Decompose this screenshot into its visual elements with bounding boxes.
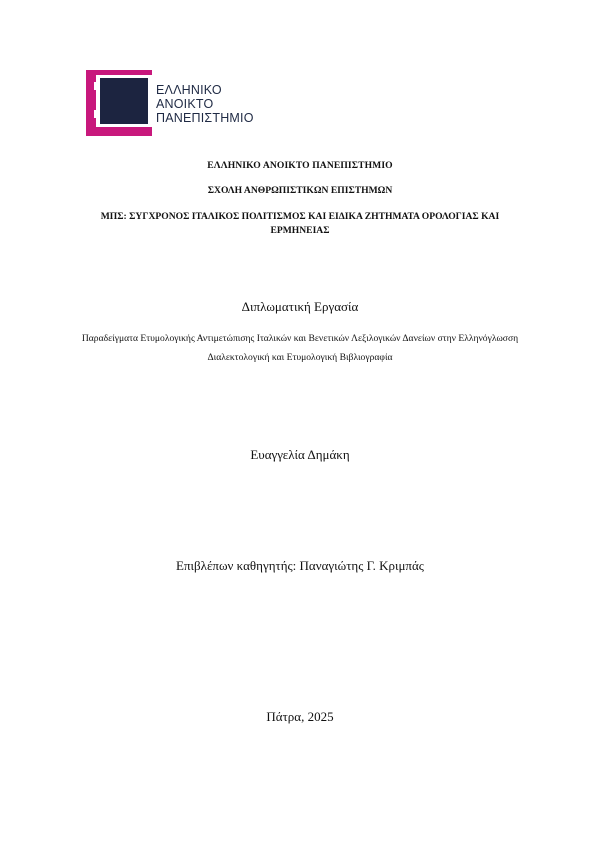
thesis-title: Παραδείγματα Ετυμολογικής Αντιμετώπισης Ιταλικών και Βενετικών Λεξιλογικών Δανείων στην Ελληνόγλωσση Διαλεκτολογική και Ετυμολογική Βιβλιογραφία <box>81 333 519 363</box>
university-logo-text <box>156 83 254 125</box>
logo-line-3: ΠΑΝΕΠΙΣΤΗΜΙΟ <box>156 111 254 125</box>
school-name: ΣΧΟΛΗ ΑΝΘΡΩΠΙΣΤΙΚΩΝ ΕΠΙΣΤΗΜΩΝ <box>207 185 393 196</box>
supervisor-line: Επιβλέπων καθηγητής: Παναγιώτης Γ. Κριμπάς <box>176 558 424 573</box>
university-logo-mark-icon <box>86 70 152 136</box>
university-name: ΕΛΛΗΝΙΚΟ ΑΝΟΙΚΤΟ ΠΑΝΕΠΙΣΤΗΜΙΟ <box>207 160 393 171</box>
document-type: Διπλωματική Εργασία <box>241 299 359 314</box>
university-logo <box>86 70 276 138</box>
author-name: Ευαγγελία Δημάκη <box>250 447 350 462</box>
place-and-date: Πάτρα, 2025 <box>266 709 334 724</box>
program-name: ΜΠΣ: ΣΥΓΧΡΟΝΟΣ ΙΤΑΛΙΚΟΣ ΠΟΛΙΤΙΣΜΟΣ ΚΑΙ ΕΙΔΙΚΑ ΖΗΤΗΜΑΤΑ ΟΡΟΛΟΓΙΑΣ ΚΑΙ ΕΡΜΗΝΕΙΑΣ <box>100 211 500 236</box>
logo-line-1: ΕΛΛΗΝΙΚΟ <box>156 83 222 97</box>
logo-line-2: ΑΝΟΙΚΤΟ <box>156 97 214 111</box>
